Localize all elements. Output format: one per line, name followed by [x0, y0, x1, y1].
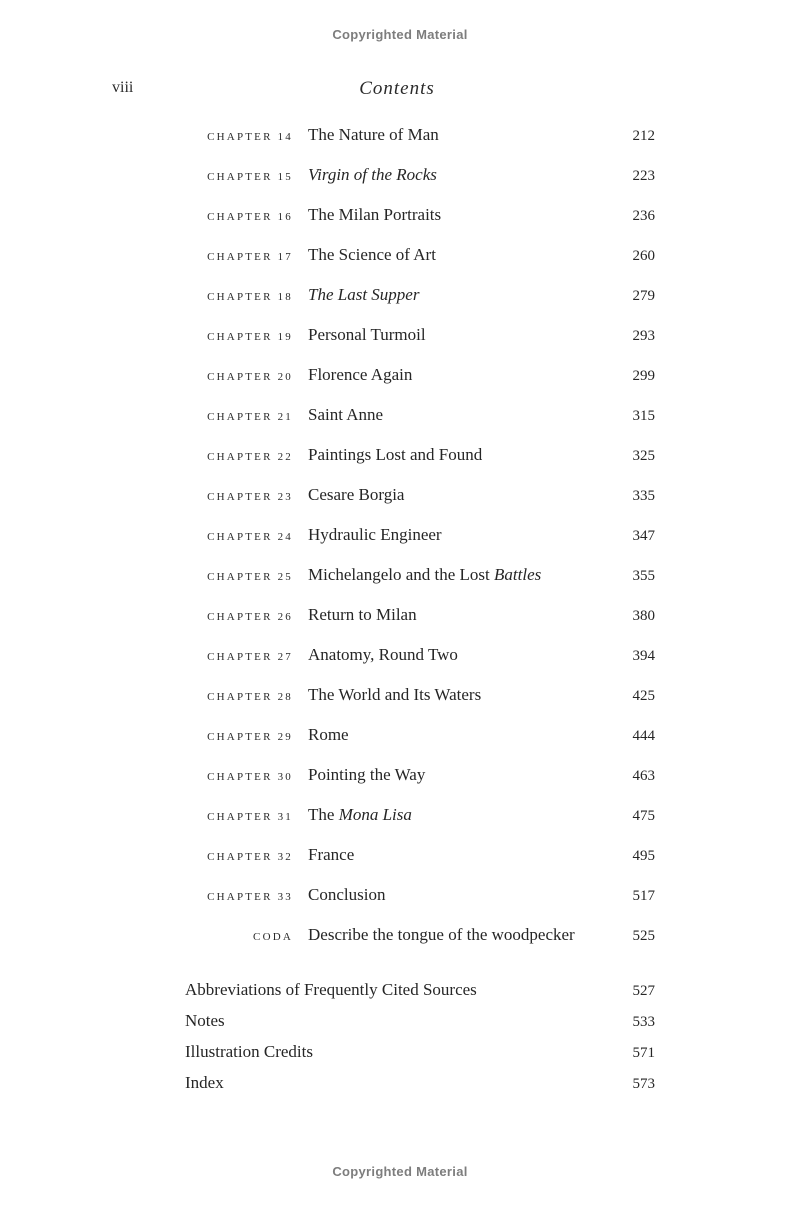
chapter-page-number: 425: [632, 688, 655, 704]
toc-row: [170, 395, 655, 435]
chapter-title: Conclusion: [308, 885, 386, 904]
chapter-title: Saint Anne: [308, 405, 384, 424]
chapter-label: CHAPTER 22: [207, 451, 293, 463]
chapter-label: CHAPTER 26: [207, 611, 293, 623]
chapter-page-number: 380: [632, 608, 655, 624]
chapter-label: CHAPTER 16: [207, 211, 293, 223]
chapter-title: The Last Supper: [308, 285, 420, 304]
toc-row: [170, 115, 655, 155]
toc-row: [170, 755, 655, 795]
backmatter-row: [185, 1067, 655, 1098]
toc-row: [170, 715, 655, 755]
chapter-label: CHAPTER 19: [207, 331, 293, 343]
toc-row: [170, 195, 655, 235]
toc-row: [170, 595, 655, 635]
chapter-label: CHAPTER 29: [207, 731, 293, 743]
backmatter-title: Abbreviations of Frequently Cited Sources: [185, 980, 477, 999]
backmatter-title: Index: [185, 1073, 224, 1092]
chapter-label: CHAPTER 32: [207, 851, 293, 863]
chapter-label: CHAPTER 28: [207, 691, 293, 703]
backmatter-page-number: 573: [632, 1076, 655, 1092]
chapter-page-number: 475: [632, 808, 655, 824]
chapter-page-number: 463: [632, 768, 655, 784]
chapter-page-number: 299: [632, 368, 655, 384]
page-folio-number: viii: [112, 79, 134, 96]
chapter-label: CHAPTER 33: [207, 891, 293, 903]
chapter-page-number: 525: [632, 928, 655, 944]
chapter-page-number: 293: [632, 328, 655, 344]
chapter-label: CHAPTER 23: [207, 491, 293, 503]
backmatter-row: [185, 974, 655, 1005]
toc-row: [170, 555, 655, 595]
chapter-page-number: 260: [632, 248, 655, 264]
chapter-title: France: [308, 845, 355, 864]
chapter-page-number: 315: [632, 408, 655, 424]
toc-row: [170, 355, 655, 395]
toc-row: [170, 835, 655, 875]
chapter-label: CHAPTER 21: [207, 411, 293, 423]
toc-row: [170, 275, 655, 315]
chapter-page-number: 279: [632, 288, 655, 304]
chapter-title: Hydraulic Engineer: [308, 525, 442, 544]
chapter-label: CHAPTER 27: [207, 651, 293, 663]
chapter-title: The Science of Art: [308, 245, 436, 264]
chapter-label: CHAPTER 25: [207, 571, 293, 583]
chapter-page-number: 495: [632, 848, 655, 864]
chapter-title: Virgin of the Rocks: [308, 165, 437, 184]
toc-row: [170, 635, 655, 675]
toc-row: [170, 675, 655, 715]
backmatter-title: Illustration Credits: [185, 1042, 313, 1061]
chapter-page-number: 236: [632, 208, 655, 224]
chapter-label: CHAPTER 24: [207, 531, 293, 543]
chapter-title: The Mona Lisa: [308, 805, 412, 824]
chapter-page-number: 347: [632, 528, 655, 544]
chapter-page-number: 444: [632, 728, 655, 744]
backmatter-page-number: 571: [632, 1045, 655, 1061]
chapter-title: Personal Turmoil: [308, 325, 426, 344]
toc-row: [170, 315, 655, 355]
toc-row: [170, 475, 655, 515]
chapter-title: Florence Again: [308, 365, 413, 384]
copyright-watermark-bottom: Copyrighted Material: [332, 1164, 468, 1179]
chapter-title: Paintings Lost and Found: [308, 445, 483, 464]
chapter-page-number: 212: [632, 128, 655, 144]
chapter-label: CODA: [253, 931, 293, 943]
chapter-title: Return to Milan: [308, 605, 417, 624]
chapter-title: Rome: [308, 725, 349, 744]
chapter-title: Michelangelo and the Lost Battles: [308, 565, 542, 584]
backmatter-page-number: 533: [632, 1014, 655, 1030]
toc-list: [170, 115, 655, 955]
chapter-label: CHAPTER 30: [207, 771, 293, 783]
chapter-title: Anatomy, Round Two: [308, 645, 458, 664]
toc-row: [170, 235, 655, 275]
toc-row: [170, 795, 655, 835]
toc-row: [170, 915, 655, 955]
toc-row: [170, 435, 655, 475]
chapter-page-number: 394: [632, 648, 655, 664]
toc-row: [170, 155, 655, 195]
backmatter-row: [185, 1005, 655, 1036]
chapter-page-number: 355: [632, 568, 655, 584]
chapter-label: CHAPTER 17: [207, 251, 293, 263]
chapter-label: CHAPTER 15: [207, 171, 293, 183]
toc-row: [170, 515, 655, 555]
backmatter-title: Notes: [185, 1011, 225, 1030]
chapter-title: Pointing the Way: [308, 765, 426, 784]
chapter-page-number: 223: [632, 168, 655, 184]
chapter-label: CHAPTER 20: [207, 371, 293, 383]
backmatter-page-number: 527: [632, 983, 655, 999]
chapter-label: CHAPTER 18: [207, 291, 293, 303]
chapter-title: Cesare Borgia: [308, 485, 405, 504]
chapter-label: CHAPTER 14: [207, 131, 293, 143]
copyright-watermark-top: Copyrighted Material: [332, 27, 468, 42]
contents-heading: Contents: [359, 78, 435, 99]
chapter-page-number: 335: [632, 488, 655, 504]
backmatter-row: [185, 1036, 655, 1067]
chapter-title: The Milan Portraits: [308, 205, 442, 224]
chapter-title: The World and Its Waters: [308, 685, 482, 704]
toc-row: [170, 875, 655, 915]
chapter-page-number: 517: [632, 888, 655, 904]
backmatter-list: [185, 974, 655, 1098]
chapter-page-number: 325: [632, 448, 655, 464]
chapter-title: Describe the tongue of the woodpecker: [308, 925, 575, 944]
chapter-title: The Nature of Man: [308, 125, 439, 144]
chapter-label: CHAPTER 31: [207, 811, 293, 823]
